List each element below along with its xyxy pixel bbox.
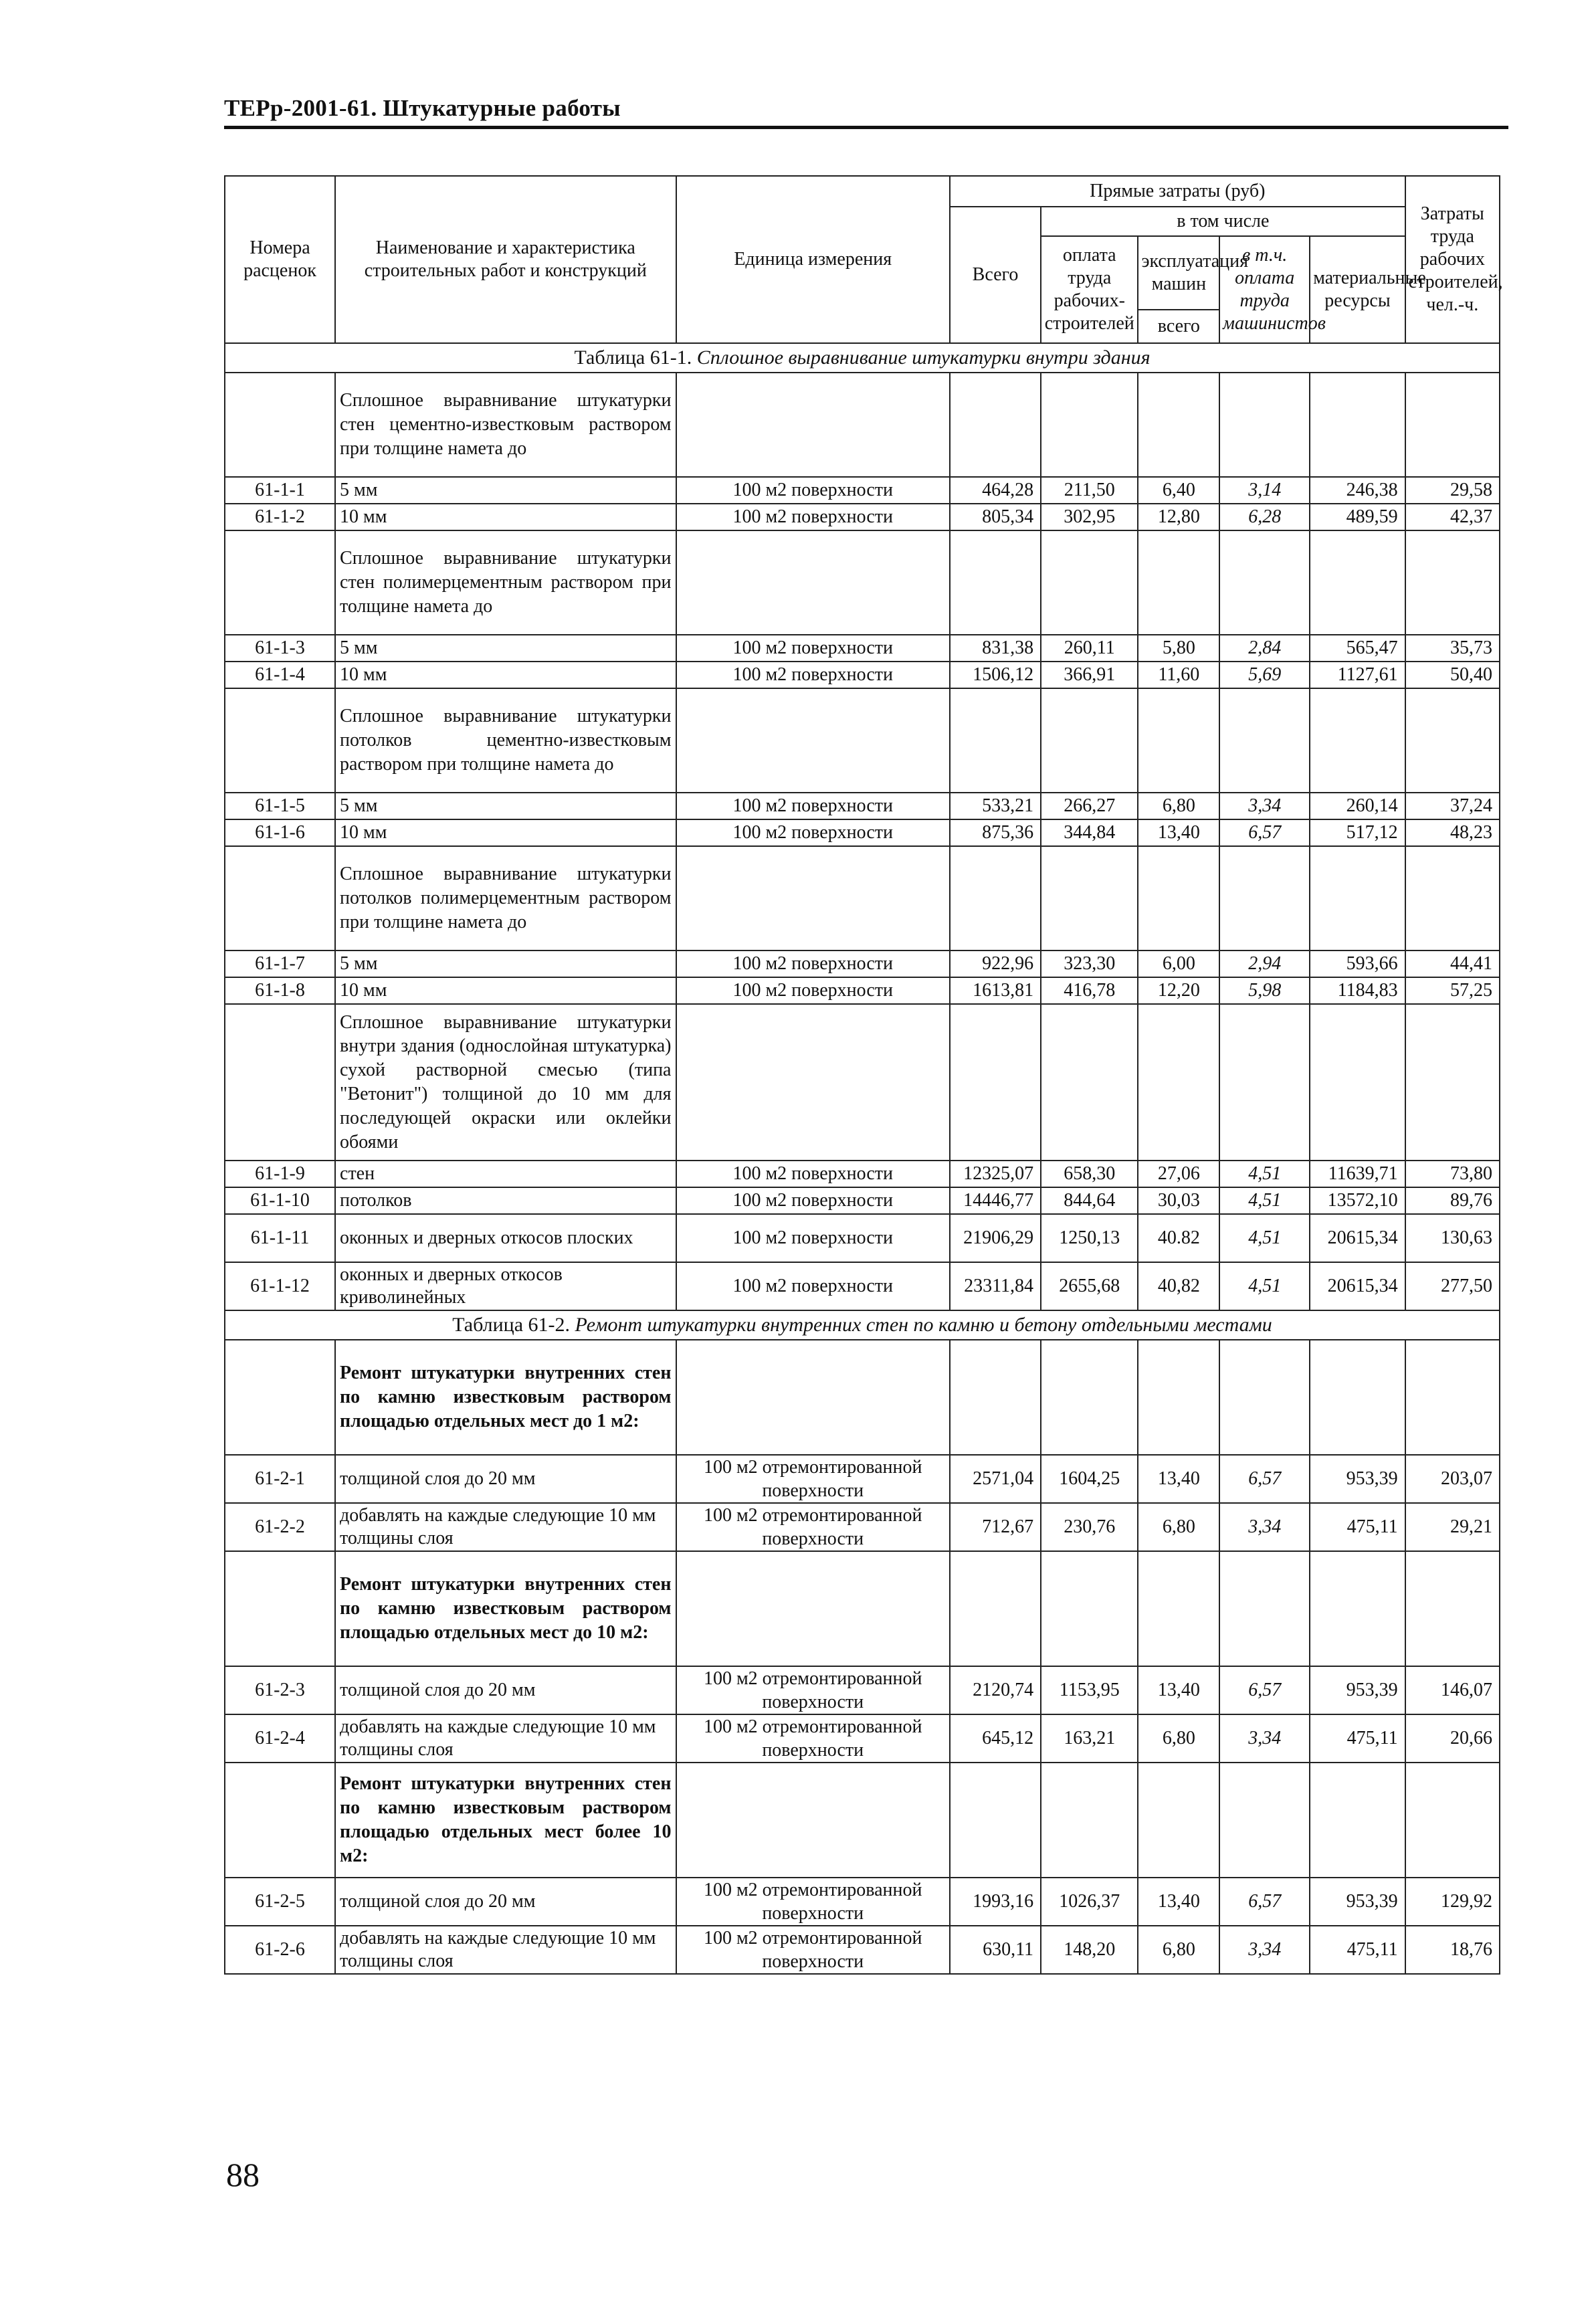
- empty-cell: [676, 1340, 950, 1455]
- header-unit: Единица измерения: [676, 176, 950, 343]
- rate-labor-pay: 658,30: [1041, 1161, 1138, 1187]
- empty-cell: [950, 846, 1041, 951]
- rate-labor-hours: 50,40: [1405, 662, 1500, 688]
- rate-labor-hours: 57,25: [1405, 977, 1500, 1004]
- rate-unit: 100 м2 поверхности: [676, 635, 950, 662]
- rate-machines: 6,80: [1138, 1503, 1219, 1551]
- table-row: [225, 1161, 1500, 1187]
- rate-labor-hours: 146,07: [1405, 1666, 1500, 1714]
- empty-cell: [1138, 1551, 1219, 1666]
- rate-machines: 30,03: [1138, 1187, 1219, 1214]
- rate-machines: 6,80: [1138, 793, 1219, 819]
- rate-materials: 475,11: [1310, 1503, 1405, 1551]
- table-header: [225, 176, 1503, 343]
- empty-cell: [225, 1340, 335, 1455]
- rate-operators-pay: 3,14: [1219, 477, 1310, 504]
- rate-machines: 13,40: [1138, 819, 1219, 846]
- empty-cell: [1310, 1340, 1405, 1455]
- empty-cell: [1138, 1340, 1219, 1455]
- rate-operators-pay: 5,69: [1219, 662, 1310, 688]
- rate-total: 14446,77: [950, 1187, 1041, 1214]
- rate-machines: 12,80: [1138, 504, 1219, 530]
- rate-total: 1613,81: [950, 977, 1041, 1004]
- rate-code: 61-1-6: [225, 819, 335, 846]
- group-description-row: [225, 373, 1500, 477]
- rate-operators-pay: 3,34: [1219, 1714, 1310, 1763]
- rate-total: 712,67: [950, 1503, 1041, 1551]
- empty-cell: [1310, 530, 1405, 635]
- rate-name: 10 мм: [335, 662, 676, 688]
- rate-code: 61-1-2: [225, 504, 335, 530]
- empty-cell: [225, 1551, 335, 1666]
- rate-name: 10 мм: [335, 504, 676, 530]
- rate-total: 21906,29: [950, 1214, 1041, 1262]
- table-row: [225, 1262, 1500, 1310]
- empty-cell: [1310, 1763, 1405, 1878]
- empty-cell: [676, 530, 950, 635]
- rate-operators-pay: 6,57: [1219, 1455, 1310, 1503]
- rate-labor-hours: 89,76: [1405, 1187, 1500, 1214]
- empty-cell: [1405, 1340, 1500, 1455]
- group-description: Сплошное выравнивание штукатурки стен цементно-известковым раствором при толщине намета до: [335, 373, 676, 477]
- header-total: Всего: [950, 207, 1041, 343]
- empty-cell: [950, 1340, 1041, 1455]
- rate-materials: 246,38: [1310, 477, 1405, 504]
- empty-cell: [950, 530, 1041, 635]
- page-number: 88: [226, 2156, 260, 2193]
- rate-labor-pay: 302,95: [1041, 504, 1138, 530]
- rate-labor-hours: 44,41: [1405, 951, 1500, 977]
- table-title-row: [225, 1310, 1500, 1340]
- rate-machines: 6,40: [1138, 477, 1219, 504]
- rate-operators-pay: 6,28: [1219, 504, 1310, 530]
- group-description: Ремонт штукатурки внутренних стен по камню известковым раствором площадью отдельных мест до 10 м2:: [335, 1551, 676, 1666]
- empty-cell: [676, 846, 950, 951]
- rate-materials: 517,12: [1310, 819, 1405, 846]
- rate-unit: 100 м2 отремонтированной поверхности: [676, 1878, 950, 1926]
- empty-cell: [1219, 530, 1310, 635]
- empty-cell: [1138, 1004, 1219, 1161]
- empty-cell: [1405, 373, 1500, 477]
- rate-name: добавлять на каждые следующие 10 мм толщины слоя: [335, 1503, 676, 1551]
- empty-cell: [950, 373, 1041, 477]
- table-row: [225, 1666, 1500, 1714]
- rate-unit: 100 м2 поверхности: [676, 951, 950, 977]
- rate-total: 23311,84: [950, 1262, 1041, 1310]
- rate-name: добавлять на каждые следующие 10 мм толщины слоя: [335, 1926, 676, 1974]
- empty-cell: [1219, 373, 1310, 477]
- rate-unit: 100 м2 поверхности: [676, 1161, 950, 1187]
- rate-labor-pay: 266,27: [1041, 793, 1138, 819]
- header-including: в том числе: [1041, 207, 1405, 236]
- group-description-row: [225, 1551, 1500, 1666]
- rate-operators-pay: 6,57: [1219, 819, 1310, 846]
- rate-operators-pay: 2,94: [1219, 951, 1310, 977]
- rate-machines: 5,80: [1138, 635, 1219, 662]
- rate-labor-pay: 1604,25: [1041, 1455, 1138, 1503]
- rate-materials: 20615,34: [1310, 1262, 1405, 1310]
- rate-operators-pay: 4,51: [1219, 1262, 1310, 1310]
- rate-operators-pay: 4,51: [1219, 1214, 1310, 1262]
- rate-operators-pay: 3,34: [1219, 1926, 1310, 1974]
- rate-machines: 40.82: [1138, 1214, 1219, 1262]
- table-row: [225, 1926, 1500, 1974]
- empty-cell: [1041, 846, 1138, 951]
- empty-cell: [1310, 846, 1405, 951]
- empty-cell: [1138, 373, 1219, 477]
- rate-code: 61-1-1: [225, 477, 335, 504]
- empty-cell: [1041, 1340, 1138, 1455]
- rate-labor-pay: 1250,13: [1041, 1214, 1138, 1262]
- table-body: [225, 343, 1500, 1974]
- table-title: [225, 343, 1500, 373]
- table-title-prefix: Таблица 61-2.: [452, 1314, 571, 1336]
- empty-cell: [1310, 1551, 1405, 1666]
- empty-cell: [950, 1551, 1041, 1666]
- rate-unit: 100 м2 отремонтированной поверхности: [676, 1926, 950, 1974]
- empty-cell: [1041, 1763, 1138, 1878]
- empty-cell: [1219, 688, 1310, 793]
- rate-materials: 260,14: [1310, 793, 1405, 819]
- rate-total: 12325,07: [950, 1161, 1041, 1187]
- rate-labor-pay: 1153,95: [1041, 1666, 1138, 1714]
- rate-operators-pay: 6,57: [1219, 1878, 1310, 1926]
- rate-unit: 100 м2 отремонтированной поверхности: [676, 1666, 950, 1714]
- empty-cell: [1310, 688, 1405, 793]
- rate-labor-pay: 1026,37: [1041, 1878, 1138, 1926]
- rate-labor-hours: 203,07: [1405, 1455, 1500, 1503]
- rate-name: добавлять на каждые следующие 10 мм толщины слоя: [335, 1714, 676, 1763]
- rate-labor-hours: 129,92: [1405, 1878, 1500, 1926]
- rate-labor-hours: 35,73: [1405, 635, 1500, 662]
- group-description-row: [225, 1004, 1500, 1161]
- table-row: [225, 951, 1500, 977]
- rate-materials: 565,47: [1310, 635, 1405, 662]
- table-row: [225, 1503, 1500, 1551]
- empty-cell: [1041, 530, 1138, 635]
- rate-total: 875,36: [950, 819, 1041, 846]
- empty-cell: [1219, 1551, 1310, 1666]
- empty-cell: [1310, 1004, 1405, 1161]
- rate-total: 2120,74: [950, 1666, 1041, 1714]
- rate-unit: 100 м2 поверхности: [676, 1187, 950, 1214]
- rate-labor-pay: 844,64: [1041, 1187, 1138, 1214]
- rate-code: 61-2-2: [225, 1503, 335, 1551]
- rate-unit: 100 м2 поверхности: [676, 477, 950, 504]
- empty-cell: [676, 373, 950, 477]
- rate-labor-hours: 20,66: [1405, 1714, 1500, 1763]
- table-row: [225, 1878, 1500, 1926]
- rate-labor-pay: 260,11: [1041, 635, 1138, 662]
- table-row: [225, 662, 1500, 688]
- group-description-row: [225, 1340, 1500, 1455]
- rate-total: 831,38: [950, 635, 1041, 662]
- rate-code: 61-1-11: [225, 1214, 335, 1262]
- rate-name: толщиной слоя до 20 мм: [335, 1455, 676, 1503]
- rate-name: потолков: [335, 1187, 676, 1214]
- rate-unit: 100 м2 поверхности: [676, 1214, 950, 1262]
- rate-total: 630,11: [950, 1926, 1041, 1974]
- rate-machines: 11,60: [1138, 662, 1219, 688]
- table-row: [225, 977, 1500, 1004]
- rate-total: 2571,04: [950, 1455, 1041, 1503]
- empty-cell: [1310, 373, 1405, 477]
- empty-cell: [1405, 530, 1500, 635]
- rate-labor-hours: 48,23: [1405, 819, 1500, 846]
- rate-machines: 6,80: [1138, 1926, 1219, 1974]
- rate-total: 805,34: [950, 504, 1041, 530]
- rate-name: 5 мм: [335, 635, 676, 662]
- empty-cell: [1405, 1551, 1500, 1666]
- table-title-text: Сплошное выравнивание штукатурки внутри здания: [696, 346, 1151, 369]
- rate-name: 5 мм: [335, 951, 676, 977]
- empty-cell: [676, 1004, 950, 1161]
- rate-labor-pay: 366,91: [1041, 662, 1138, 688]
- rate-unit: 100 м2 поверхности: [676, 662, 950, 688]
- group-description-row: [225, 530, 1500, 635]
- rate-materials: 953,39: [1310, 1878, 1405, 1926]
- rate-name: 5 мм: [335, 793, 676, 819]
- rate-code: 61-1-5: [225, 793, 335, 819]
- rate-machines: 12,20: [1138, 977, 1219, 1004]
- table-row: [225, 793, 1500, 819]
- rate-labor-hours: 29,21: [1405, 1503, 1500, 1551]
- rate-unit: 100 м2 поверхности: [676, 504, 950, 530]
- group-description: Сплошное выравнивание штукатурки потолков полимерцементным раствором при толщине намета до: [335, 846, 676, 951]
- header-code: Номера расценок: [225, 176, 335, 343]
- rate-code: 61-1-12: [225, 1262, 335, 1310]
- rate-code: 61-2-6: [225, 1926, 335, 1974]
- rate-materials: 475,11: [1310, 1926, 1405, 1974]
- table-title: [225, 1310, 1500, 1340]
- empty-cell: [225, 688, 335, 793]
- empty-cell: [676, 688, 950, 793]
- rate-name: оконных и дверных откосов плоских: [335, 1214, 676, 1262]
- empty-cell: [225, 373, 335, 477]
- rate-code: 61-2-3: [225, 1666, 335, 1714]
- table-row: [225, 1214, 1500, 1262]
- table-row: [225, 1714, 1500, 1763]
- header-direct-costs: Прямые затраты (руб): [950, 176, 1405, 207]
- rate-name: 10 мм: [335, 977, 676, 1004]
- table-title-text: Ремонт штукатурки внутренних стен по камню и бетону отдельными местами: [575, 1314, 1272, 1336]
- empty-cell: [1219, 846, 1310, 951]
- group-description: Ремонт штукатурки внутренних стен по камню известковым раствором площадью отдельных мест до 1 м2:: [335, 1340, 676, 1455]
- empty-cell: [225, 1004, 335, 1161]
- empty-cell: [225, 530, 335, 635]
- rate-total: 464,28: [950, 477, 1041, 504]
- rate-operators-pay: 4,51: [1219, 1161, 1310, 1187]
- rate-machines: 13,40: [1138, 1666, 1219, 1714]
- rate-labor-hours: 130,63: [1405, 1214, 1500, 1262]
- empty-cell: [1219, 1004, 1310, 1161]
- header-materials: материальные ресурсы: [1310, 236, 1405, 343]
- rate-labor-hours: 37,24: [1405, 793, 1500, 819]
- rate-total: 922,96: [950, 951, 1041, 977]
- rate-materials: 593,66: [1310, 951, 1405, 977]
- rate-machines: 40,82: [1138, 1262, 1219, 1310]
- rate-code: 61-2-1: [225, 1455, 335, 1503]
- rate-code: 61-1-8: [225, 977, 335, 1004]
- rate-code: 61-1-7: [225, 951, 335, 977]
- rate-materials: 1127,61: [1310, 662, 1405, 688]
- rate-labor-pay: 344,84: [1041, 819, 1138, 846]
- group-description-row: [225, 1763, 1500, 1878]
- rate-labor-pay: 148,20: [1041, 1926, 1138, 1974]
- empty-cell: [1041, 373, 1138, 477]
- empty-cell: [1219, 1340, 1310, 1455]
- rate-operators-pay: 2,84: [1219, 635, 1310, 662]
- rate-materials: 489,59: [1310, 504, 1405, 530]
- empty-cell: [1405, 846, 1500, 951]
- group-description-row: [225, 688, 1500, 793]
- rate-labor-hours: 277,50: [1405, 1262, 1500, 1310]
- rate-labor-pay: 230,76: [1041, 1503, 1138, 1551]
- rate-labor-hours: 73,80: [1405, 1161, 1500, 1187]
- rate-operators-pay: 6,57: [1219, 1666, 1310, 1714]
- rate-machines: 13,40: [1138, 1878, 1219, 1926]
- empty-cell: [1138, 846, 1219, 951]
- empty-cell: [1041, 1551, 1138, 1666]
- rate-labor-pay: 323,30: [1041, 951, 1138, 977]
- table-row: [225, 477, 1500, 504]
- rate-materials: 13572,10: [1310, 1187, 1405, 1214]
- header-machines: эксплуатация машин: [1138, 236, 1219, 310]
- header-rule: [224, 126, 1508, 129]
- rate-total: 645,12: [950, 1714, 1041, 1763]
- group-description: Ремонт штукатурки внутренних стен по камню известковым раствором площадью отдельных мест более 10 м2:: [335, 1763, 676, 1878]
- rate-machines: 13,40: [1138, 1455, 1219, 1503]
- empty-cell: [950, 688, 1041, 793]
- rate-unit: 100 м2 отремонтированной поверхности: [676, 1503, 950, 1551]
- table-title-row: [225, 343, 1500, 373]
- rate-code: 61-1-10: [225, 1187, 335, 1214]
- header-name: Наименование и характеристика строительных работ и конструкций: [335, 176, 676, 343]
- rate-code: 61-1-3: [225, 635, 335, 662]
- empty-cell: [676, 1551, 950, 1666]
- rate-labor-hours: 18,76: [1405, 1926, 1500, 1974]
- table-row: [225, 635, 1500, 662]
- table-title-prefix: Таблица 61-1.: [574, 346, 692, 369]
- rate-name: оконных и дверных откосов криволинейных: [335, 1262, 676, 1310]
- empty-cell: [676, 1763, 950, 1878]
- rate-name: толщиной слоя до 20 мм: [335, 1878, 676, 1926]
- rate-materials: 11639,71: [1310, 1161, 1405, 1187]
- group-description-row: [225, 846, 1500, 951]
- empty-cell: [950, 1763, 1041, 1878]
- table-row: [225, 504, 1500, 530]
- running-header: ТЕРр-2001-61. Штукатурные работы: [224, 95, 621, 121]
- rate-total: 1993,16: [950, 1878, 1041, 1926]
- empty-cell: [1405, 1763, 1500, 1878]
- rate-unit: 100 м2 отремонтированной поверхности: [676, 1714, 950, 1763]
- header-machines-total: всего: [1138, 310, 1219, 343]
- rate-name: 10 мм: [335, 819, 676, 846]
- empty-cell: [950, 1004, 1041, 1161]
- rate-unit: 100 м2 отремонтированной поверхности: [676, 1455, 950, 1503]
- rate-code: 61-1-9: [225, 1161, 335, 1187]
- empty-cell: [225, 846, 335, 951]
- rate-machines: 6,00: [1138, 951, 1219, 977]
- rate-code: 61-1-4: [225, 662, 335, 688]
- rate-machines: 6,80: [1138, 1714, 1219, 1763]
- empty-cell: [1041, 688, 1138, 793]
- header-operators-pay: в т.ч. оплата труда машинистов: [1219, 236, 1310, 343]
- rate-code: 61-2-4: [225, 1714, 335, 1763]
- rate-code: 61-2-5: [225, 1878, 335, 1926]
- header-labor-hours: Затраты труда рабочих строителей, чел.-ч.: [1405, 176, 1500, 343]
- rate-total: 1506,12: [950, 662, 1041, 688]
- table-row: [225, 1187, 1500, 1214]
- group-description: Сплошное выравнивание штукатурки стен полимерцементным раствором при толщине намета до: [335, 530, 676, 635]
- rate-materials: 953,39: [1310, 1666, 1405, 1714]
- rate-labor-hours: 29,58: [1405, 477, 1500, 504]
- rate-unit: 100 м2 поверхности: [676, 977, 950, 1004]
- rate-materials: 20615,34: [1310, 1214, 1405, 1262]
- empty-cell: [1405, 1004, 1500, 1161]
- rate-operators-pay: 4,51: [1219, 1187, 1310, 1214]
- table-row: [225, 819, 1500, 846]
- rate-unit: 100 м2 поверхности: [676, 1262, 950, 1310]
- empty-cell: [1138, 530, 1219, 635]
- rate-materials: 953,39: [1310, 1455, 1405, 1503]
- rate-operators-pay: 3,34: [1219, 793, 1310, 819]
- empty-cell: [1405, 688, 1500, 793]
- rate-unit: 100 м2 поверхности: [676, 819, 950, 846]
- rate-machines: 27,06: [1138, 1161, 1219, 1187]
- group-description: Сплошное выравнивание штукатурки внутри здания (однослойная штукатурка) сухой растворной смесью (типа "Ветонит") толщиной до 10 мм для последующей окраски или оклейки обоями: [335, 1004, 676, 1161]
- rate-operators-pay: 3,34: [1219, 1503, 1310, 1551]
- empty-cell: [225, 1763, 335, 1878]
- rate-name: стен: [335, 1161, 676, 1187]
- rate-materials: 475,11: [1310, 1714, 1405, 1763]
- empty-cell: [1138, 688, 1219, 793]
- empty-cell: [1219, 1763, 1310, 1878]
- empty-cell: [1041, 1004, 1138, 1161]
- rate-operators-pay: 5,98: [1219, 977, 1310, 1004]
- rates-table: [224, 175, 1503, 1975]
- rate-labor-pay: 163,21: [1041, 1714, 1138, 1763]
- empty-cell: [1138, 1763, 1219, 1878]
- table-row: [225, 1455, 1500, 1503]
- header-labor-pay: оплата труда рабочих-строителей: [1041, 236, 1138, 343]
- rate-labor-pay: 2655,68: [1041, 1262, 1138, 1310]
- rate-labor-pay: 416,78: [1041, 977, 1138, 1004]
- rate-labor-pay: 211,50: [1041, 477, 1138, 504]
- group-description: Сплошное выравнивание штукатурки потолков цементно-известковым раствором при толщине намета до: [335, 688, 676, 793]
- rate-total: 533,21: [950, 793, 1041, 819]
- rate-materials: 1184,83: [1310, 977, 1405, 1004]
- rate-name: толщиной слоя до 20 мм: [335, 1666, 676, 1714]
- rate-unit: 100 м2 поверхности: [676, 793, 950, 819]
- rate-labor-hours: 42,37: [1405, 504, 1500, 530]
- rate-name: 5 мм: [335, 477, 676, 504]
